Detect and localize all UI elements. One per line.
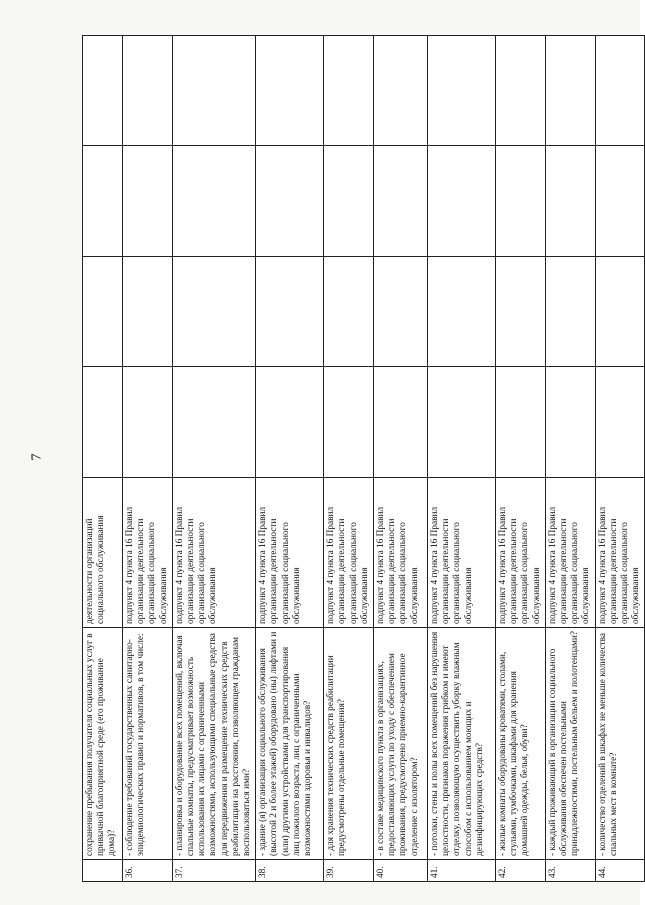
answer-cell: [256, 367, 324, 478]
question-cell: - соблюдение требований государственных санитарно-эпидемиологических правил и нормативов, в том числе:: [123, 628, 173, 860]
answer-cell: [324, 367, 374, 478]
answer-cell: [172, 36, 255, 147]
table-row: [496, 36, 546, 882]
question-cell: - количество отделений в шкафах не меньше количества спальных мест в комнате?: [595, 628, 645, 860]
row-number: 42.: [496, 860, 546, 882]
reference-cell: подпункт 4 пункта 16 Правил организации деятельности организаций социального обслуживания: [172, 478, 255, 628]
reference-cell: подпункт 4 пункта 16 Правил организации деятельности организаций социального обслуживания: [324, 478, 374, 628]
table-row: [324, 36, 374, 882]
answer-cell: [123, 36, 173, 147]
answer-cell: [374, 146, 428, 257]
question-cell: сохранение пребывания получателя социальных услуг в привычной благоприятной среде (его проживание дома)?: [83, 628, 123, 860]
answer-cell: [428, 367, 496, 478]
table-row: [595, 36, 645, 882]
answer-cell: [123, 257, 173, 368]
answer-cell: [595, 257, 645, 368]
row-number: 44.: [595, 860, 645, 882]
answer-cell: [374, 36, 428, 147]
question-cell: - каждый проживающий в организации социального обслуживания обеспечен постельными принадлежностями, постельным бельем и полотенцами?: [545, 628, 595, 860]
question-cell: - потолки, стены и полы всех помещений без нарушения целостности, признаков поражения грибком и имеют отделку, позволяющую осуществить уборку влажным способом с использованием моющих и дезинфицирующих средств?: [428, 628, 496, 860]
answer-cell: [172, 257, 255, 368]
answer-cell: [83, 257, 123, 368]
answer-cell: [324, 146, 374, 257]
answer-cell: [83, 146, 123, 257]
answer-cell: [595, 36, 645, 147]
table-row: [83, 36, 123, 882]
row-number: 40.: [374, 860, 428, 882]
answer-cell: [545, 36, 595, 147]
table-row: [545, 36, 595, 882]
table-row: [256, 36, 324, 882]
answer-cell: [83, 36, 123, 147]
answer-cell: [496, 367, 546, 478]
row-number: 39.: [324, 860, 374, 882]
answer-cell: [256, 146, 324, 257]
answer-cell: [324, 257, 374, 368]
table-row: [374, 36, 428, 882]
row-number: 37.: [172, 860, 255, 882]
row-number: 43.: [545, 860, 595, 882]
table-row: [123, 36, 173, 882]
answer-cell: [496, 257, 546, 368]
question-cell: - в составе медицинского пункта в организациях, предоставляющих услуги по уходу с обеспечением проживания, предусмотрено приемно-карантинное отделение с изолятором?: [374, 628, 428, 860]
answer-cell: [428, 257, 496, 368]
answer-cell: [123, 367, 173, 478]
reference-cell: подпункт 4 пункта 16 Правил организации деятельности организаций социального обслуживания: [595, 478, 645, 628]
table-row: [172, 36, 255, 882]
answer-cell: [545, 257, 595, 368]
answer-cell: [428, 36, 496, 147]
rotated-table-frame: [82, 35, 642, 882]
page-number: 7: [29, 453, 45, 461]
reference-cell: подпункт 4 пункта 16 Правил организации деятельности организаций социального обслуживания: [374, 478, 428, 628]
reference-cell: подпункт 4 пункта 16 Правил организации деятельности организаций социального обслуживания: [428, 478, 496, 628]
answer-cell: [545, 367, 595, 478]
answer-cell: [496, 146, 546, 257]
answer-cell: [256, 36, 324, 147]
answer-cell: [374, 367, 428, 478]
row-number: 38.: [256, 860, 324, 882]
question-cell: - для хранения технических средств реабилитации предусмотрены отдельные помещения?: [324, 628, 374, 860]
answer-cell: [496, 36, 546, 147]
inspection-checklist-table: [82, 35, 645, 882]
answer-cell: [172, 367, 255, 478]
row-number: 36.: [123, 860, 173, 882]
reference-cell: деятельности организаций социального обслуживания: [83, 478, 123, 628]
answer-cell: [595, 367, 645, 478]
question-cell: - здание (я) организации социального обслуживания (высотой 2 и более этажей) оборудовано (ны) лифтами и (или) другими устройствами для транспортирования лиц пожилого возраста, лиц с ограниченными возможностями здоровья и инвалидов?: [256, 628, 324, 860]
question-cell: - жилые комнаты оборудованы кроватями, столами, стульями, тумбочками, шкафами для хранения домашней одежды, белья, обуви?: [496, 628, 546, 860]
answer-cell: [324, 36, 374, 147]
answer-cell: [595, 146, 645, 257]
reference-cell: подпункт 4 пункта 16 Правил организации деятельности организаций социального обслуживания: [496, 478, 546, 628]
table-row: [428, 36, 496, 882]
reference-cell: подпункт 4 пункта 16 Правил организации деятельности организаций социального обслуживания: [256, 478, 324, 628]
reference-cell: подпункт 4 пункта 16 Правил организации деятельности организаций социального обслуживания: [545, 478, 595, 628]
answer-cell: [545, 146, 595, 257]
answer-cell: [256, 257, 324, 368]
question-cell: - планировка и оборудование всех помещений, включая спальные комнаты, предусматривает возможность использования их лицами с ограниченными возможностями, использующими специальные средства для передвижения и размещение технических средств реабилитации на расстоянии, позволяющем гражданам воспользоваться ими?: [172, 628, 255, 860]
answer-cell: [428, 146, 496, 257]
reference-cell: подпункт 4 пункта 16 Правил организации деятельности организаций социального обслуживания: [123, 478, 173, 628]
answer-cell: [123, 146, 173, 257]
answer-cell: [83, 367, 123, 478]
row-number: [83, 860, 123, 882]
row-number: 41.: [428, 860, 496, 882]
answer-cell: [374, 257, 428, 368]
answer-cell: [172, 146, 255, 257]
